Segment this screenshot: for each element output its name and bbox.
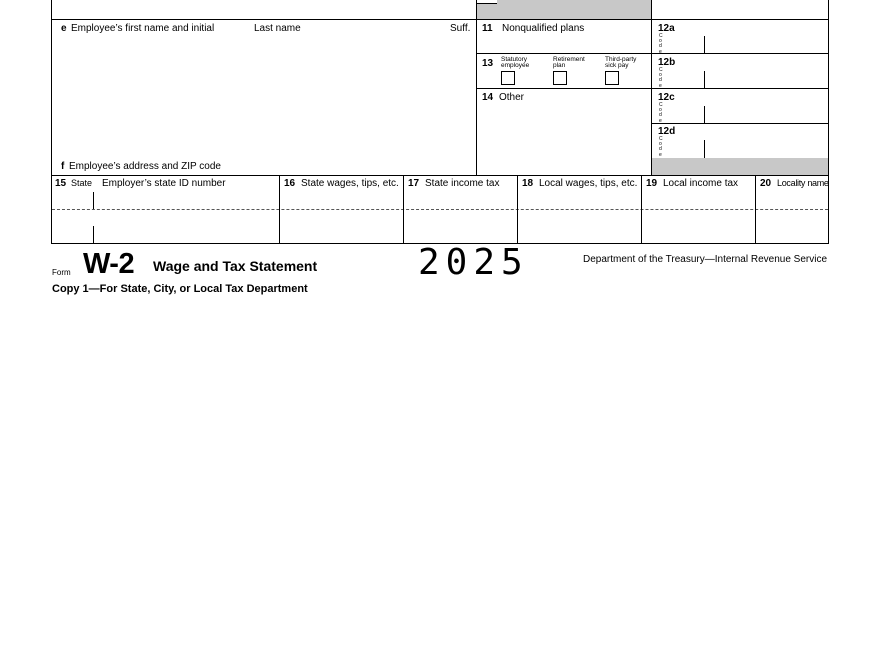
box-11-number: 11 [482, 23, 493, 34]
box-15-number: 15 [55, 178, 67, 189]
box-e-label: Employee’s first name and initial [71, 23, 215, 34]
code-letter: e [659, 117, 662, 124]
box-12b[interactable] [652, 54, 829, 89]
code-letter: o [659, 72, 662, 79]
box-12a[interactable] [652, 19, 829, 54]
code-letter: o [659, 141, 662, 148]
box-f-label: Employee’s address and ZIP code [69, 161, 221, 172]
code-letter: d [659, 43, 662, 50]
box-e-suffix-label: Suff. [450, 23, 471, 34]
statutory-label-line2: employee [501, 62, 530, 69]
local-wages-input-row2[interactable] [518, 211, 640, 243]
code-letter: d [659, 112, 662, 119]
code-letter: o [659, 107, 662, 114]
state-input-row1[interactable] [52, 192, 278, 208]
statutory-label-line1: Statutory [501, 56, 528, 63]
box-e-last-name-label: Last name [254, 23, 301, 34]
code-letter: C [659, 33, 663, 39]
top-white-tab [477, 0, 497, 4]
box-19-label: Local income tax [663, 178, 739, 189]
box-12d[interactable] [652, 124, 829, 158]
box-12-shaded-area [652, 158, 829, 175]
box-12c-code-divider [704, 106, 705, 124]
top-shaded-area [477, 0, 651, 19]
box-14-number: 14 [482, 92, 494, 103]
locality-input-row1[interactable] [756, 192, 828, 208]
box-13-number: 13 [482, 58, 494, 69]
local-tax-input-row1[interactable] [642, 192, 754, 208]
top-divider-2 [651, 0, 652, 20]
retirement-label-line2: plan [553, 62, 566, 69]
code-letter: C [659, 136, 663, 142]
code-letter: e [659, 151, 662, 158]
third-party-sick-pay-checkbox[interactable] [605, 71, 619, 85]
box-15-label: Employer’s state ID number [102, 178, 226, 189]
state-wages-input-row2[interactable] [280, 211, 402, 243]
box-18-label: Local wages, tips, etc. [539, 178, 638, 189]
box-18-number: 18 [522, 178, 534, 189]
code-letter: C [659, 102, 663, 108]
code-letter: C [659, 67, 663, 73]
box-e-number: e [61, 23, 67, 34]
retirement-label-line1: Retirement [553, 56, 585, 63]
code-letter: d [659, 146, 662, 153]
box-12d-label: 12d [658, 126, 676, 137]
statutory-employee-checkbox[interactable] [501, 71, 515, 85]
box-12a-label: 12a [658, 23, 675, 34]
code-letter: o [659, 38, 662, 45]
top-right-border [828, 0, 829, 20]
box-f-number: f [61, 161, 65, 172]
box-17-label: State income tax [425, 178, 500, 189]
state-input-row2[interactable] [52, 211, 278, 243]
box-12d-code-label [659, 137, 663, 158]
box-16-number: 16 [284, 178, 296, 189]
code-letter: e [659, 48, 662, 55]
box-11-label: Nonqualified plans [502, 23, 585, 34]
code-letter: d [659, 77, 662, 84]
box-12c[interactable] [652, 89, 829, 124]
box-12b-code-label [659, 68, 663, 89]
box-12c-label: 12c [658, 92, 675, 103]
locality-input-row2[interactable] [756, 211, 828, 243]
state-tax-input-row2[interactable] [404, 211, 516, 243]
box-19-number: 19 [646, 178, 658, 189]
box-20-label: Locality name [777, 178, 829, 188]
copy-label: Copy 1—For State, City, or Local Tax Department [52, 283, 308, 295]
employee-name-address-box[interactable] [51, 19, 477, 175]
state-tax-input-row1[interactable] [404, 192, 516, 208]
box-14-label: Other [499, 92, 525, 103]
code-letter: e [659, 82, 662, 89]
box-20-number: 20 [760, 178, 772, 189]
box-15-state-label: State [71, 178, 93, 188]
box-12c-code-label [659, 103, 663, 124]
box-12a-code-label [659, 34, 663, 55]
top-left-border [51, 0, 52, 20]
box-12a-code-divider [704, 36, 705, 54]
form-name: W-2 [83, 248, 135, 280]
agency-label: Department of the Treasury—Internal Revenue Service [583, 254, 828, 265]
box-12b-code-divider [704, 71, 705, 89]
local-wages-input-row1[interactable] [518, 192, 640, 208]
state-wages-input-row1[interactable] [280, 192, 402, 208]
retirement-plan-checkbox[interactable] [553, 71, 567, 85]
box-17-number: 17 [408, 178, 420, 189]
box-16-label: State wages, tips, etc. [301, 178, 399, 189]
form-word: Form [52, 268, 71, 277]
form-title: Wage and Tax Statement [153, 258, 318, 274]
thirdparty-label-line2: sick pay [605, 62, 629, 69]
box-12b-label: 12b [658, 57, 676, 68]
state-row-dashed-separator [52, 209, 828, 210]
form-year: 2025 [418, 242, 529, 283]
box-12d-code-divider [704, 140, 705, 158]
thirdparty-label-line1: Third-party [605, 56, 637, 63]
local-tax-input-row2[interactable] [642, 211, 754, 243]
